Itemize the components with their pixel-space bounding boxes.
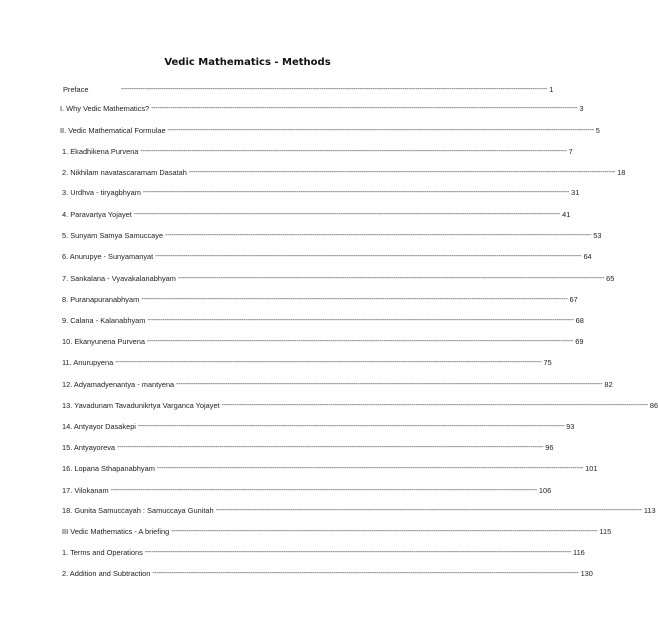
toc-entry-page-number: 7	[568, 147, 573, 156]
toc-entry-page-number: 116	[573, 548, 585, 557]
toc-entry	[62, 250, 592, 262]
toc-entry-page-number: 115	[599, 527, 612, 536]
toc-entry	[62, 484, 552, 496]
toc-entry	[62, 335, 584, 347]
toc-entry-label: 11. Anurupyena	[62, 358, 114, 367]
toc-leader-dashes: --------------------------------------------------------------------------------------------------------------------------------------------------------------------------------------------------------	[221, 402, 648, 409]
toc-entry-label: 7. Sankalana - Vyavakalanabhyam	[62, 274, 176, 283]
toc-leader-dashes: --------------------------------------------------------------------------------------------------------------------------------------------------------------------------------------------------------	[140, 148, 567, 155]
toc-entry	[62, 504, 656, 516]
toc-entry-page-number: 53	[593, 231, 602, 240]
toc-entry	[62, 420, 575, 432]
toc-leader-dashes: --------------------------------------------------------------------------------------------------------------------------------------------------------------------------------------------------------	[121, 86, 548, 93]
toc-entry-label: 14. Antyayor Dasakepi	[62, 422, 136, 431]
toc-entry-label: 1. Ekadhikena Purvena	[62, 147, 139, 156]
toc-entry-label: 5. Sunyam Samya Samuccaye	[62, 231, 164, 240]
toc-entry-label: 17. Vilokanam	[62, 486, 109, 495]
toc-leader-dashes: --------------------------------------------------------------------------------------------------------------------------------------------------------------------------------------------------------	[151, 105, 578, 112]
toc-entry-page-number: 1	[549, 85, 554, 94]
toc-entry-label: 12. Adyamadyenantya - mantyena	[62, 380, 175, 389]
toc-entry-label: 2. Addition and Subtraction	[62, 569, 151, 578]
toc-entry-label: 16. Lopana Sthapanabhyam	[62, 464, 155, 473]
toc-entry-page-number: 106	[538, 486, 552, 495]
toc-entry-label: 1. Terms and Operations	[62, 548, 143, 557]
toc-entry	[62, 567, 593, 579]
toc-entry-page-number: 18	[617, 168, 626, 177]
toc-entry-label: 10. Ekanyunena Purvena	[62, 337, 146, 346]
toc-entry-label: 8. Puranapuranabhyam	[62, 295, 140, 304]
toc-entry-page-number: 65	[606, 274, 615, 283]
toc-entry	[62, 462, 598, 474]
toc-entry-label: III Vedic Mathematics - A briefing	[62, 527, 170, 536]
toc-leader-dashes: --------------------------------------------------------------------------------------------------------------------------------------------------------------------------------------------------------	[215, 507, 642, 514]
toc-entry	[62, 208, 571, 220]
toc-entry	[62, 378, 613, 390]
toc-entry-page-number: 64	[583, 252, 592, 261]
toc-entry	[62, 546, 585, 558]
toc-entry	[62, 356, 552, 368]
toc-entry-page-number: 31	[571, 188, 580, 197]
toc-entry	[60, 124, 600, 136]
toc-entry-page-number: 130	[580, 569, 593, 578]
toc-entry-label: 3. Urdhva - tiryagbhyam	[62, 188, 141, 197]
toc-entry-label: 13. Yavadunam Tavadunikrtya Varganca Yojayet	[62, 401, 220, 410]
toc-entry	[62, 399, 658, 411]
toc-entry-page-number: 96	[545, 443, 554, 452]
toc-entry-label: 15. Antyayoreva	[62, 443, 116, 452]
toc-leader-dashes: --------------------------------------------------------------------------------------------------------------------------------------------------------------------------------------------------------	[115, 359, 542, 366]
toc-leader-dashes: --------------------------------------------------------------------------------------------------------------------------------------------------------------------------------------------------------	[144, 549, 572, 556]
toc-entry	[60, 83, 554, 95]
toc-entry-page-number: 68	[575, 316, 584, 325]
toc-leader-dashes: --------------------------------------------------------------------------------------------------------------------------------------------------------------------------------------------------------	[155, 253, 582, 260]
toc-entry-label: 2. Nikhilam navatascaramam Dasatah	[62, 168, 187, 177]
toc-leader-dashes: --------------------------------------------------------------------------------------------------------------------------------------------------------------------------------------------------------	[171, 528, 598, 535]
toc-entry-page-number: 3	[579, 104, 584, 113]
toc-leader-dashes: --------------------------------------------------------------------------------------------------------------------------------------------------------------------------------------------------------	[133, 211, 561, 218]
toc-entry-page-number: 69	[575, 337, 584, 346]
toc-entry-label: 4. Paravartya Yojayet	[62, 210, 132, 219]
toc-entry	[62, 272, 615, 284]
toc-leader-dashes: --------------------------------------------------------------------------------------------------------------------------------------------------------------------------------------------------------	[142, 189, 570, 196]
toc-entry-label: 9. Calana - Kalanabhyam	[62, 316, 146, 325]
toc-entry	[60, 102, 584, 114]
toc-leader-dashes: --------------------------------------------------------------------------------------------------------------------------------------------------------------------------------------------------------	[188, 169, 616, 176]
toc-leader-dashes: --------------------------------------------------------------------------------------------------------------------------------------------------------------------------------------------------------	[137, 423, 565, 430]
toc-entry-page-number: 5	[595, 126, 600, 135]
toc-entry-page-number: 67	[569, 295, 578, 304]
toc-entry-label: 6. Anurupye - Sunyamanyat	[62, 252, 154, 261]
toc-leader-dashes: --------------------------------------------------------------------------------------------------------------------------------------------------------------------------------------------------------	[176, 381, 603, 388]
toc-leader-dashes: --------------------------------------------------------------------------------------------------------------------------------------------------------------------------------------------------------	[156, 465, 584, 472]
toc-entry	[62, 293, 578, 305]
toc-leader-dashes: --------------------------------------------------------------------------------------------------------------------------------------------------------------------------------------------------------	[165, 232, 592, 239]
document-title: Vedic Mathematics - Methods	[164, 57, 331, 68]
toc-entry-label: II. Vedic Mathematical Formulae	[60, 126, 166, 135]
toc-entry-page-number: 101	[585, 464, 598, 473]
toc-leader-dashes: --------------------------------------------------------------------------------------------------------------------------------------------------------------------------------------------------------	[147, 317, 574, 324]
toc-entry-page-number: 82	[604, 380, 613, 389]
toc-leader-dashes: --------------------------------------------------------------------------------------------------------------------------------------------------------------------------------------------------------	[167, 127, 594, 134]
toc-entry	[62, 186, 580, 198]
toc-leader-dashes: --------------------------------------------------------------------------------------------------------------------------------------------------------------------------------------------------------	[177, 275, 605, 282]
toc-leader-dashes: --------------------------------------------------------------------------------------------------------------------------------------------------------------------------------------------------------	[110, 487, 537, 494]
toc-entry-label: I. Why Vedic Mathematics?	[60, 104, 150, 113]
toc-leader-dashes: --------------------------------------------------------------------------------------------------------------------------------------------------------------------------------------------------------	[117, 444, 544, 451]
toc-entry	[62, 145, 573, 157]
toc-entry-page-number: 93	[566, 422, 575, 431]
toc-entry-page-number: 41	[562, 210, 571, 219]
toc-entry-page-number: 113	[643, 506, 656, 515]
toc-entry-label: Preface	[63, 85, 89, 94]
toc-entry	[62, 229, 602, 241]
toc-entry-label: 18. Gunita Samuccayah : Samuccaya Gunitah	[62, 506, 214, 515]
toc-entry	[62, 166, 626, 178]
toc-leader-dashes: --------------------------------------------------------------------------------------------------------------------------------------------------------------------------------------------------------	[147, 338, 574, 345]
toc-entry-page-number: 86	[649, 401, 658, 410]
toc-entry	[62, 525, 612, 537]
toc-entry	[62, 441, 554, 453]
toc-entry-page-number: 75	[543, 358, 552, 367]
toc-leader-dashes: --------------------------------------------------------------------------------------------------------------------------------------------------------------------------------------------------------	[141, 296, 568, 303]
toc-entry	[62, 314, 584, 326]
toc-leader-dashes: --------------------------------------------------------------------------------------------------------------------------------------------------------------------------------------------------------	[152, 570, 579, 577]
